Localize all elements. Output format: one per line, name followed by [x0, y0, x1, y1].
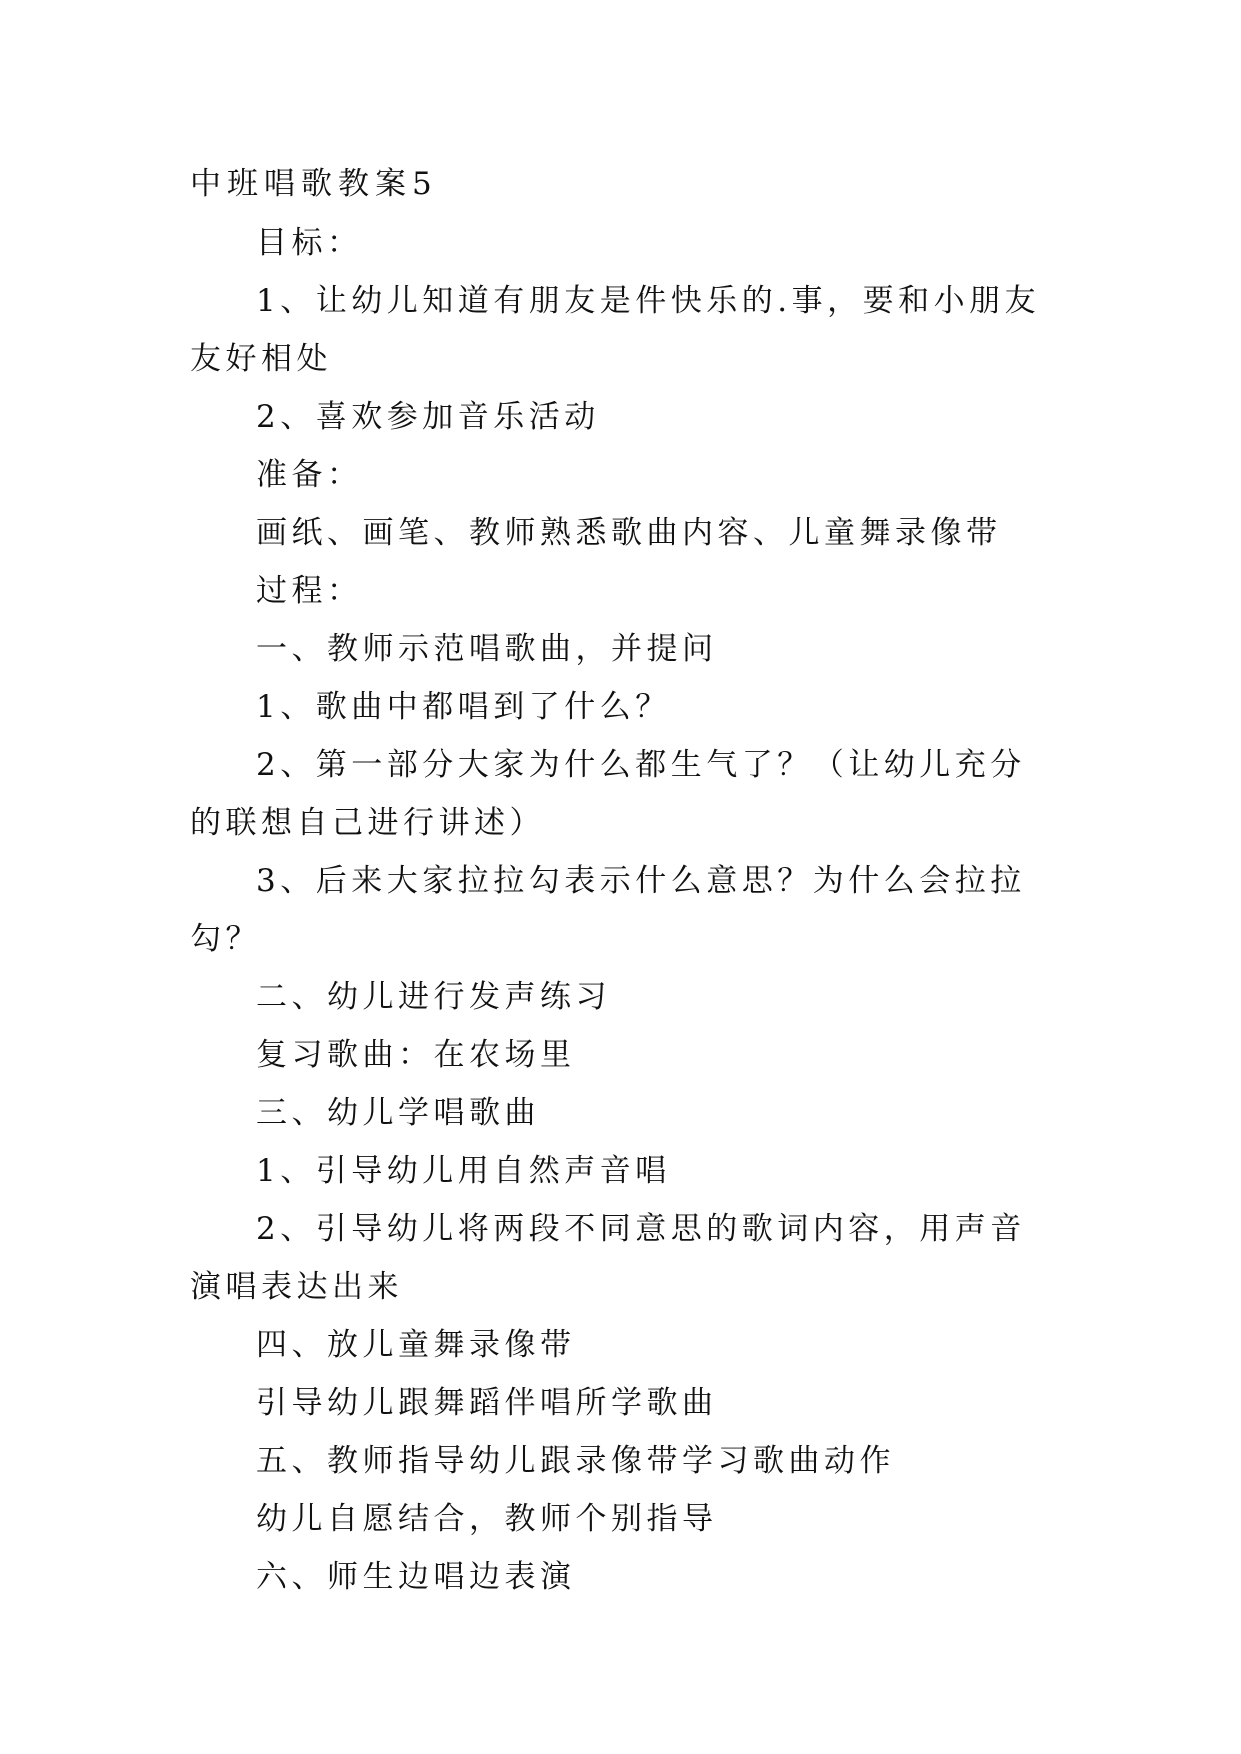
paragraph: 过程：: [256, 573, 363, 609]
paragraph: 五、教师指导幼儿跟录像带学习歌曲动作: [256, 1443, 895, 1479]
paragraph: 引导幼儿跟舞蹈伴唱所学歌曲: [256, 1385, 718, 1421]
paragraph: 二、幼儿进行发声练习: [256, 979, 611, 1015]
paragraph: 准备：: [256, 457, 363, 493]
document-title: 中班唱歌教案5: [190, 166, 438, 202]
paragraph: 2、第一部分大家为什么都生气了？（让幼儿充分的联想自己进行讲述）: [190, 747, 1026, 841]
paragraph: 幼儿自愿结合，教师个别指导: [256, 1501, 718, 1537]
paragraph: 1、歌曲中都唱到了什么？: [256, 689, 671, 725]
paragraph: 画纸、画笔、教师熟悉歌曲内容、儿童舞录像带: [256, 515, 1002, 551]
paragraph: 1、引导幼儿用自然声音唱: [256, 1153, 671, 1189]
paragraph: 目标：: [256, 225, 363, 261]
paragraph: 2、引导幼儿将两段不同意思的歌词内容，用声音演唱表达出来: [190, 1211, 1026, 1305]
paragraph: 四、放儿童舞录像带: [256, 1327, 576, 1363]
paragraph: 2、喜欢参加音乐活动: [256, 399, 600, 435]
paragraph: 六、师生边唱边表演: [256, 1559, 576, 1595]
paragraph: 一、教师示范唱歌曲，并提问: [256, 631, 718, 667]
paragraph: 1、让幼儿知道有朋友是件快乐的.事，要和小朋友友好相处: [190, 283, 1041, 377]
paragraph: 3、后来大家拉拉勾表示什么意思？为什么会拉拉勾？: [190, 863, 1026, 957]
document-body: [190, 214, 1050, 1606]
paragraph: 三、幼儿学唱歌曲: [256, 1095, 540, 1131]
paragraph: 复习歌曲：在农场里: [256, 1037, 576, 1073]
